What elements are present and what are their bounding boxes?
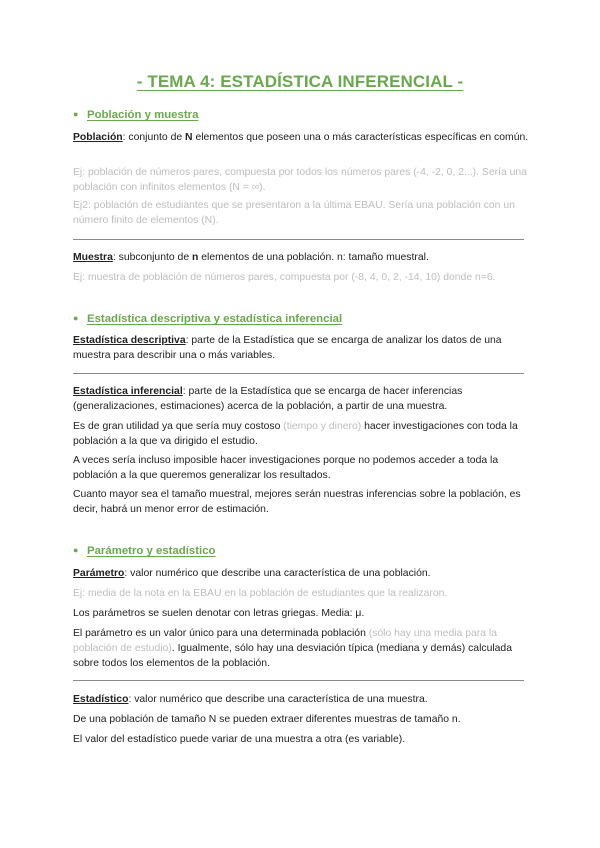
paragraph-tamano-muestral: Cuanto mayor sea el tamaño muestral, mejores serán nuestras inferencias sobre la población, es decir, habrá un menor error de estimación.: [73, 489, 521, 515]
paragraph-estadistico-variable: El valor del estadístico puede variar de una muestra a otra (es variable).: [73, 734, 406, 745]
term-estadistica-descriptiva: Estadística descriptiva: [73, 335, 186, 346]
paragraph-muestra: Muestra: subconjunto de n elementos de una población. n: tamaño muestral.: [73, 252, 429, 263]
paragraph-poblacion: Población: conjunto de N elementos que poseen una o más características específicas en común.: [73, 132, 529, 143]
paragraph-parametro-unico: El parámetro es un valor único para una determinada población (sólo hay una media para la población de estudio). Igualmente, sólo hay una desviación típica (mediana y demás) calculada sobre todos los elementos de la población.: [73, 628, 512, 669]
term-poblacion: Población: [73, 132, 123, 143]
term-muestra: Muestra: [73, 252, 113, 263]
bullet-icon: ●: [73, 545, 79, 555]
paragraph-imposible: A veces sería incluso imposible hacer investigaciones porque no podemos acceder a toda la población a la que queremos generalizar los resultados.: [73, 455, 499, 481]
example-finite-population: Ej2: población de estudiantes que se presentaron a la última EBAU. Sería una población con un número finito de elementos (N).: [73, 200, 515, 226]
section-heading-estadistica: ● Estadística descriptiva y estadística inferencial: [73, 313, 343, 325]
divider: [73, 239, 524, 240]
section-heading-parametro: ● Parámetro y estadístico: [73, 545, 216, 557]
example-infinite-population: Ej: población de números pares, compuesta por todos los números pares (-4, -2, 0, 2...). Sería una población con infinitos elementos (N = ∞).: [73, 167, 527, 193]
paragraph-letras-griegas: Los parámetros se suelen denotar con letras griegas. Media: μ.: [73, 608, 365, 619]
bullet-icon: ●: [73, 109, 79, 119]
divider: [73, 373, 524, 374]
page-title: - TEMA 4: ESTADÍSTICA INFERENCIAL -: [136, 72, 464, 91]
paragraph-parametro: Parámetro: valor numérico que describe una característica de una población.: [73, 568, 431, 579]
paragraph-estadistica-descriptiva: Estadística descriptiva: parte de la Estadística que se encarga de analizar los datos de una muestra para describir una o más variables.: [73, 335, 502, 361]
bullet-icon: ●: [73, 313, 79, 323]
paragraph-estadistica-inferencial: Estadística inferencial: parte de la Estadística que se encarga de hacer inferencias (generalizaciones, estimaciones) acerca de la población, a partir de una muestra.: [73, 386, 463, 412]
example-parametro: Ej: media de la nota en la EBAU en la población de estudiantes que la realizaron.: [73, 588, 448, 599]
term-parametro: Parámetro: [73, 568, 125, 579]
paragraph-estadistico: Estadístico: valor numérico que describe una característica de una muestra.: [73, 694, 428, 705]
example-muestra: Ej: muestra de población de números pares, compuesta por (-8, 4, 0, 2, -14, 10) donde n=6.: [73, 272, 496, 283]
divider: [73, 680, 524, 681]
section-heading-poblacion: ● Población y muestra: [73, 109, 199, 121]
term-estadistica-inferencial: Estadística inferencial: [73, 386, 183, 397]
term-estadistico: Estadístico: [73, 694, 129, 705]
paragraph-utilidad: Es de gran utilidad ya que sería muy costoso (tiempo y dinero) hacer investigaciones con toda la población a la que va dirigido el estudio.: [73, 421, 518, 447]
paragraph-muestras-diferentes: De una población de tamaño N se pueden extraer diferentes muestras de tamaño n.: [73, 714, 461, 725]
